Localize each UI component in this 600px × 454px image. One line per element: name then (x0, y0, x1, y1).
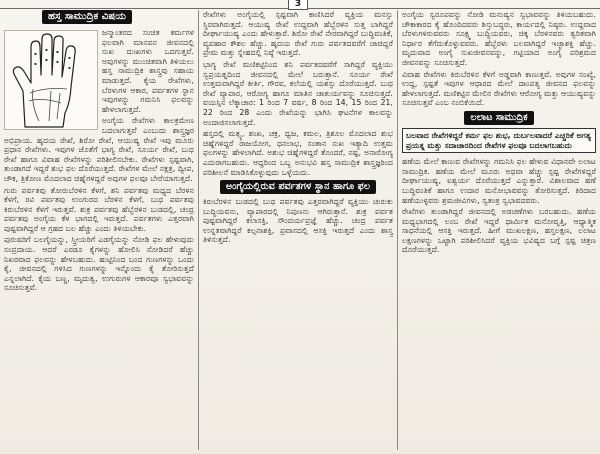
article-title: ಹಸ್ತ ಸಾಮುದ್ರಿಕ ವಿಷಯ (42, 10, 132, 24)
svg-text:▪: ▪ (68, 65, 71, 70)
svg-text:▪: ▪ (45, 47, 48, 52)
svg-text:▪: ▪ (56, 59, 59, 64)
highlight-box (402, 128, 596, 153)
highlight-line: ಬಲವಾದ ರೇಖೆಗಳಿದ್ದರೆ ಕರ್ಮ ಫಲ ಶುಭ, ದುರ್ಬಲವಾದರೆ ಎಚ್ಚರಿಕೆ ಅಗತ್ಯ (406, 130, 592, 140)
column-divider (198, 10, 199, 450)
body-paragraph: ಅಂಗೈಯ ರೇಖೆಗಳು ಕಾಲಕ್ರಮೇಣ ಬದಲಾಗುತ್ತವೆ ಎಂಬುದು ಶಾಸ್ತ್ರಜ್ಞರ ಅಭಿಪ್ರಾಯ. ಹೃದಯ ರೇಖೆ, ಶಿರೋ ರೇಖೆ, ಆಯುಷ್ಯ ರೇಖೆ ಇವು ಮೂರು ಪ್ರಧಾನ ರೇಖೆಗಳು. ಇವುಗಳ ಜೊತೆಗೆ ಭಾಗ್ಯ ರೇಖೆ, ಸೂರ್ಯ ರೇಖೆ, ಬುಧ ರೇಖೆ ಹಾಗೂ ವಿವಾಹ ರೇಖೆಗಳನ್ನು ಪರಿಶೀಲಿಸಬೇಕು. ರೇಖೆಗಳು ಸ್ಪಷ್ಟವಾಗಿ, ತುಂಡಾಗದೆ ಇದ್ದರೆ ಶುಭ ಫಲ ದೊರೆಯುತ್ತದೆ. ರೇಖೆಗಳ ಮೇಲೆ ನಕ್ಷತ್ರ, ದ್ವೀಪ, ಚೌಕ, ತ್ರಿಕೋಣ ಮೊದಲಾದ ಚಿಹ್ನೆಗಳಿದ್ದರೆ ಅವುಗಳ ಫಲವೂ ಬೇರೆಯಾಗುತ್ತದೆ. (4, 116, 194, 183)
body-paragraph: ಹಸ್ತದಲ್ಲಿ ಮತ್ಸ್ಯ, ಶಂಖ, ಚಕ್ರ, ಧ್ವಜ, ಕಮಲ, ತ್ರಿಶೂಲ ಮೊದಲಾದ ಶುಭ ಚಿಹ್ನೆಗಳಿದ್ದರೆ ರಾಜಯೋಗ, ಧನಲಾಭ, ಸಂತಾನ ಸುಖ ಇತ್ಯಾದಿ ಉತ್ತಮ ಫಲಗಳನ್ನು ಹೇಳಲಾಗಿದೆ. ಅಶುಭ ಚಿಹ್ನೆಗಳಿದ್ದರೆ ತೊಂದರೆ, ನಷ್ಟ, ಅನಾರೋಗ್ಯ ಎದುರಾಗಬಹುದು. ಆದ್ದರಿಂದ ಒಬ್ಬ ಅನುಭವಿ ಹಸ್ತ ಸಾಮುದ್ರಿಕ ಶಾಸ್ತ್ರಜ್ಞರಿಂದ ಪರಿಶೀಲನೆ ಮಾಡಿಸಿಕೊಳ್ಳುವುದು ಒಳ್ಳೆಯದು. (203, 129, 393, 177)
body-paragraph: ವಿವಾಹ ರೇಖೆಗಳು ಕಿರುಬೆರಳಿನ ಕೆಳಗೆ ಅಡ್ಡವಾಗಿ ಕಾಣುತ್ತವೆ. ಅವುಗಳ ಸಂಖ್ಯೆ, ಉದ್ದ, ಸ್ಪಷ್ಟತೆ ಇವುಗಳ ಆಧಾರದ ಮೇಲೆ ದಾಂಪತ್ಯ ಜೀವನದ ಫಲವನ್ನು ಹೇಳಲಾಗುತ್ತದೆ. ಮಣಿಕಟ್ಟಿನ ಮೇಲಿನ ರೇಖೆಗಳು ಆರೋಗ್ಯ ಮತ್ತು ಆಯುಷ್ಯವನ್ನು ಸೂಚಿಸುತ್ತವೆ ಎಂಬ ನಂಬಿಕೆಯಿದೆ. (402, 69, 596, 108)
column-divider (397, 10, 398, 450)
body-paragraph: ಅಂಗೈಯ ಸ್ವರೂಪವನ್ನು ನೋಡಿ ಮನುಷ್ಯನ ಸ್ವಭಾವವನ್ನು ತಿಳಿಯಬಹುದು. ಚೌಕಾಕಾರದ ಕೈ ಹೊಂದಿದವರು ಶಿಸ್ತುಬದ್ಧರು, ಕಾರ್ಯದಲ್ಲಿ ನಿಷ್ಠರು. ಉದ್ದವಾದ ಬೆರಳುಗಳಿರುವವರು ಸೂಕ್ಷ್ಮ ಬುದ್ಧಿಯವರು, ಚಿಕ್ಕ ಬೆರಳಿನವರು ತ್ವರಿತವಾಗಿ ನಿರ್ಧಾರ ತೆಗೆದುಕೊಳ್ಳುವವರು. ಹೆಬ್ಬೆರಳು ಬಲವಾಗಿದ್ದರೆ ಇಚ್ಛಾಶಕ್ತಿ ಹೆಚ್ಚು. ಮೃದುವಾದ ಅಂಗೈ ಸುಖಜೀವನವನ್ನು, ಗಟ್ಟಿಯಾದ ಅಂಗೈ ಪರಿಶ್ರಮದ ಜೀವನವನ್ನು ಸೂಚಿಸುತ್ತದೆ. (402, 10, 596, 67)
svg-text:▪: ▪ (34, 51, 37, 56)
section-header (203, 180, 393, 194)
page-number: 3 (288, 0, 308, 10)
section-header (402, 111, 596, 125)
svg-text:▪: ▪ (56, 49, 59, 54)
column-2 (203, 10, 393, 450)
palm-illustration (5, 31, 97, 129)
section-title: ಲಲಾಟ ಸಾಮುದ್ರಿಕ (464, 111, 533, 125)
body-paragraph: ರೇಖೆಗಳು ತುಂಡಾಗಿದ್ದರೆ ಜೀವನದಲ್ಲಿ ಅಡಚಣೆಗಳು ಬರಬಹುದು. ಹಣೆಯ ಮಧ್ಯಭಾಗದಲ್ಲಿ ಲಂಬ ರೇಖೆ ಇದ್ದರೆ ಧಾರ್ಮಿಕ ಮನೋವೃತ್ತಿ, ಆಧ್ಯಾತ್ಮಿಕ ಸಾಧನೆಯಲ್ಲಿ ಆಸಕ್ತಿ ಇರುತ್ತದೆ. ಹೀಗೆ ಮುಖಲಕ್ಷಣ, ಹಸ್ತಲಕ್ಷಣ, ಲಲಾಟ ಲಕ್ಷಣಗಳನ್ನು ಒಟ್ಟಾಗಿ ಪರಿಶೀಲಿಸಿದರೆ ವ್ಯಕ್ತಿಯ ಭವಿಷ್ಯದ ಬಗ್ಗೆ ಸ್ಪಷ್ಟ ಚಿತ್ರಣ ದೊರೆಯುತ್ತದೆ. (402, 207, 596, 255)
body-paragraph: ಕಿರುಬೆರಳಿನ ಬುಡದಲ್ಲಿ ಬುಧ ಪರ್ವತವು ಎತ್ತರವಾಗಿದ್ದರೆ ವ್ಯಕ್ತಿಯು ಚುರುಕು ಬುದ್ಧಿಯವನು, ವ್ಯಾಪಾರದಲ್ಲಿ ನಿಪುಣನು ಆಗಿರುತ್ತಾನೆ. ಶುಕ್ರ ಪರ್ವತ ಪುಷ್ಟವಾಗಿದ್ದರೆ ಕಲಾಸಕ್ತಿ, ಸೌಂದರ್ಯಪ್ರಜ್ಞೆ ಹೆಚ್ಚು. ಚಂದ್ರ ಪರ್ವತ ಉನ್ನತವಾಗಿದ್ದರೆ ಕಲ್ಪನಾಶಕ್ತಿ, ಪ್ರವಾಸದಲ್ಲಿ ಆಸಕ್ತಿ ಇರುತ್ತದೆ ಎಂದು ಶಾಸ್ತ್ರ ತಿಳಿಸುತ್ತದೆ. (203, 197, 393, 245)
svg-text:▪: ▪ (45, 57, 48, 62)
body-paragraph: ಗುರು ಪರ್ವತವು ತೋರುಬೆರಳಿನ ಕೆಳಗೆ, ಶನಿ ಪರ್ವತವು ಮಧ್ಯದ ಬೆರಳಿನ ಕೆಳಗೆ, ರವಿ ಪರ್ವತವು ಉಂಗುರದ ಬೆರಳಿನ ಕೆಳಗೆ, ಬುಧ ಪರ್ವತವು ಕಿರುಬೆರಳಿನ ಕೆಳಗೆ ಇರುತ್ತವೆ. ಶುಕ್ರ ಪರ್ವತವು ಹೆಬ್ಬೆರಳಿನ ಬುಡದಲ್ಲಿ, ಚಂದ್ರ ಪರ್ವತವು ಅಂಗೈಯ ಕೆಳ ಭಾಗದಲ್ಲಿ ಇರುತ್ತದೆ. ಪರ್ವತಗಳು ಎತ್ತರವಾಗಿ ಪುಷ್ಟವಾಗಿದ್ದರೆ ಆ ಗ್ರಹದ ಬಲ ಹೆಚ್ಚು ಎಂದು ತಿಳಿಯಬೇಕು. (4, 185, 194, 233)
body-paragraph: ಹಣೆಯ ಮೇಲೆ ಕಾಣುವ ರೇಖೆಗಳನ್ನು ಗಮನಿಸಿ ಫಲ ಹೇಳುವ ವಿಧಾನವೇ ಲಲಾಟ ಸಾಮುದ್ರಿಕ. ಹಣೆಯ ಮೇಲೆ ಮೂರು ಅಥವಾ ಹೆಚ್ಚು ಸ್ಪಷ್ಟ ರೇಖೆಗಳಿದ್ದರೆ ದೀರ್ಘಾಯುಷ್ಯ, ಐಶ್ವರ್ಯ ದೊರೆಯುತ್ತದೆ ಎನ್ನುತ್ತಾರೆ. ವಿಶಾಲವಾದ ಹಣೆ ಬುದ್ಧಿವಂತಿಕೆ ಹಾಗೂ ಉದಾರ ಮನೋಭಾವವನ್ನು ತೋರಿಸುತ್ತದೆ. ಕಿರಿದಾದ ಹಣೆಯುಳ್ಳವರು ಶ್ರಮಜೀವಿಗಳು, ಸ್ವತಂತ್ರ ಸ್ವಭಾವದವರು. (402, 157, 596, 205)
palm-with-lines-icon (4, 30, 98, 130)
body-paragraph: ರೇಖೆಗಳು ಅಂಗೈಯಲ್ಲಿ ಸ್ಪಷ್ಟವಾಗಿ ಕಾಣಿಸಿದರೆ ವ್ಯಕ್ತಿಯ ಮನಸ್ಸು ಸ್ಥಿರವಾಗಿರುತ್ತದೆ. ಆಯುಷ್ಯ ರೇಖೆ ಉದ್ದವಾಗಿ ಹೆಬ್ಬೆರಳಿನ ಸುತ್ತ ಬಾಗಿದ್ದರೆ ದೀರ್ಘಾಯುಷ್ಯ ಎಂದು ಹೇಳುತ್ತಾರೆ. ಶಿರೋ ರೇಖೆ ನೇರವಾಗಿದ್ದರೆ ಬುದ್ಧಿವಂತಿಕೆ, ವ್ಯವಹಾರ ಕೌಶಲ ಹೆಚ್ಚು. ಹೃದಯ ರೇಖೆ ಗುರು ಪರ್ವತದವರೆಗೆ ಚಾಚಿದ್ದರೆ ಪ್ರೇಮ ಮತ್ತು ಸ್ನೇಹದಲ್ಲಿ ನಿಷ್ಠೆ ಇರುತ್ತದೆ. (203, 10, 393, 58)
intro-paragraph: ಜನ್ಮಾಂತರದ ಸಂಚಿತ ಕರ್ಮಗಳ ಫಲವಾಗಿ ಮಾನವನ ಜೀವನದಲ್ಲಿ ಸುಖ ದುಃಖಗಳು ಒದಗುತ್ತವೆ. ಅವುಗಳನ್ನು ಮುಂಚಿತವಾಗಿ ತಿಳಿಯಲು ಹಸ್ತ ಸಾಮುದ್ರಿಕ ಶಾಸ್ತ್ರವು ಸಹಾಯ ಮಾಡುತ್ತದೆ. ಕೈಯ ರೇಖೆಗಳು, ಬೆರಳುಗಳ ಆಕಾರ, ಪರ್ವತಗಳ ಸ್ಥಾನ ಇವುಗಳನ್ನು ಗಮನಿಸಿ ಫಲವನ್ನು ಹೇಳಲಾಗುತ್ತದೆ. (102, 28, 194, 114)
svg-text:▪: ▪ (68, 55, 71, 60)
column-1 (4, 10, 194, 450)
column-3 (402, 10, 596, 450)
svg-text:▪: ▪ (34, 61, 37, 66)
body-paragraph: ಪುರುಷರಿಗೆ ಬಲಗೈಯನ್ನು, ಸ್ತ್ರೀಯರಿಗೆ ಎಡಗೈಯನ್ನು ನೋಡಿ ಫಲ ಹೇಳುವುದು ಸಂಪ್ರದಾಯ. ಆದರೆ ಎರಡೂ ಕೈಗಳನ್ನು ಹೋಲಿಸಿ ನೋಡಿದರೆ ಹೆಚ್ಚು ನಿಖರವಾದ ಫಲವನ್ನು ಹೇಳಬಹುದು. ಹುಟ್ಟಿನಿಂದ ಬಂದ ಗುಣಗಳನ್ನು ಒಂದು ಕೈ, ಜೀವನದಲ್ಲಿ ಗಳಿಸಿದ ಗುಣಗಳನ್ನು ಇನ್ನೊಂದು ಕೈ ತೋರಿಸುತ್ತದೆ ಎನ್ನಲಾಗಿದೆ. ಕೈಯ ಬಣ್ಣ, ಮೃದುತ್ವ, ಉಗುರುಗಳ ಆಕಾರವೂ ಸ್ವಭಾವವನ್ನು ಸೂಚಿಸುತ್ತವೆ. (4, 235, 194, 293)
highlight-line: ಪ್ರಯತ್ನ ಮತ್ತು ಸದಾಚಾರದಿಂದ ರೇಖೆಗಳ ಫಲವೂ ಬದಲಾಗಬಹುದು (406, 140, 573, 150)
section-title: ಅಂಗೈಯಲ್ಲಿರುವ ಪರ್ವತಗಳ ಸ್ಥಾನ ಹಾಗೂ ಫಲ (220, 180, 376, 194)
body-paragraph: ಭಾಗ್ಯ ರೇಖೆ ಮಣಿಕಟ್ಟಿನಿಂದ ಶನಿ ಪರ್ವತದವರೆಗೆ ಸಾಗಿದ್ದರೆ ವ್ಯಕ್ತಿಯು ಸ್ವಪ್ರಯತ್ನದಿಂದ ಜೀವನದಲ್ಲಿ ಮೇಲೆ ಬರುತ್ತಾನೆ. ಸೂರ್ಯ ರೇಖೆ ಉತ್ತಮವಾಗಿದ್ದರೆ ಕೀರ್ತಿ, ಗೌರವ, ಕಲೆಯಲ್ಲಿ ಯಶಸ್ಸು ದೊರೆಯುತ್ತದೆ. ಬುಧ ರೇಖೆ ವ್ಯಾಪಾರ, ಆರೋಗ್ಯ ಹಾಗೂ ಮಾತಿನ ಚಾತುರ್ಯವನ್ನು ಸೂಚಿಸುತ್ತದೆ. ವಯಸ್ಸಿನ ಲೆಕ್ಕಾಚಾರ: 1 ರಿಂದ 7 ವರ್ಷ, 8 ರಿಂದ 14, 15 ರಿಂದ 21, 22 ರಿಂದ 28 ಎಂದು ರೇಖೆಯನ್ನು ಭಾಗಿಸಿ ಘಟನೆಗಳ ಕಾಲವನ್ನು ಅಂದಾಜಿಸಲಾಗುತ್ತದೆ. (203, 59, 393, 127)
